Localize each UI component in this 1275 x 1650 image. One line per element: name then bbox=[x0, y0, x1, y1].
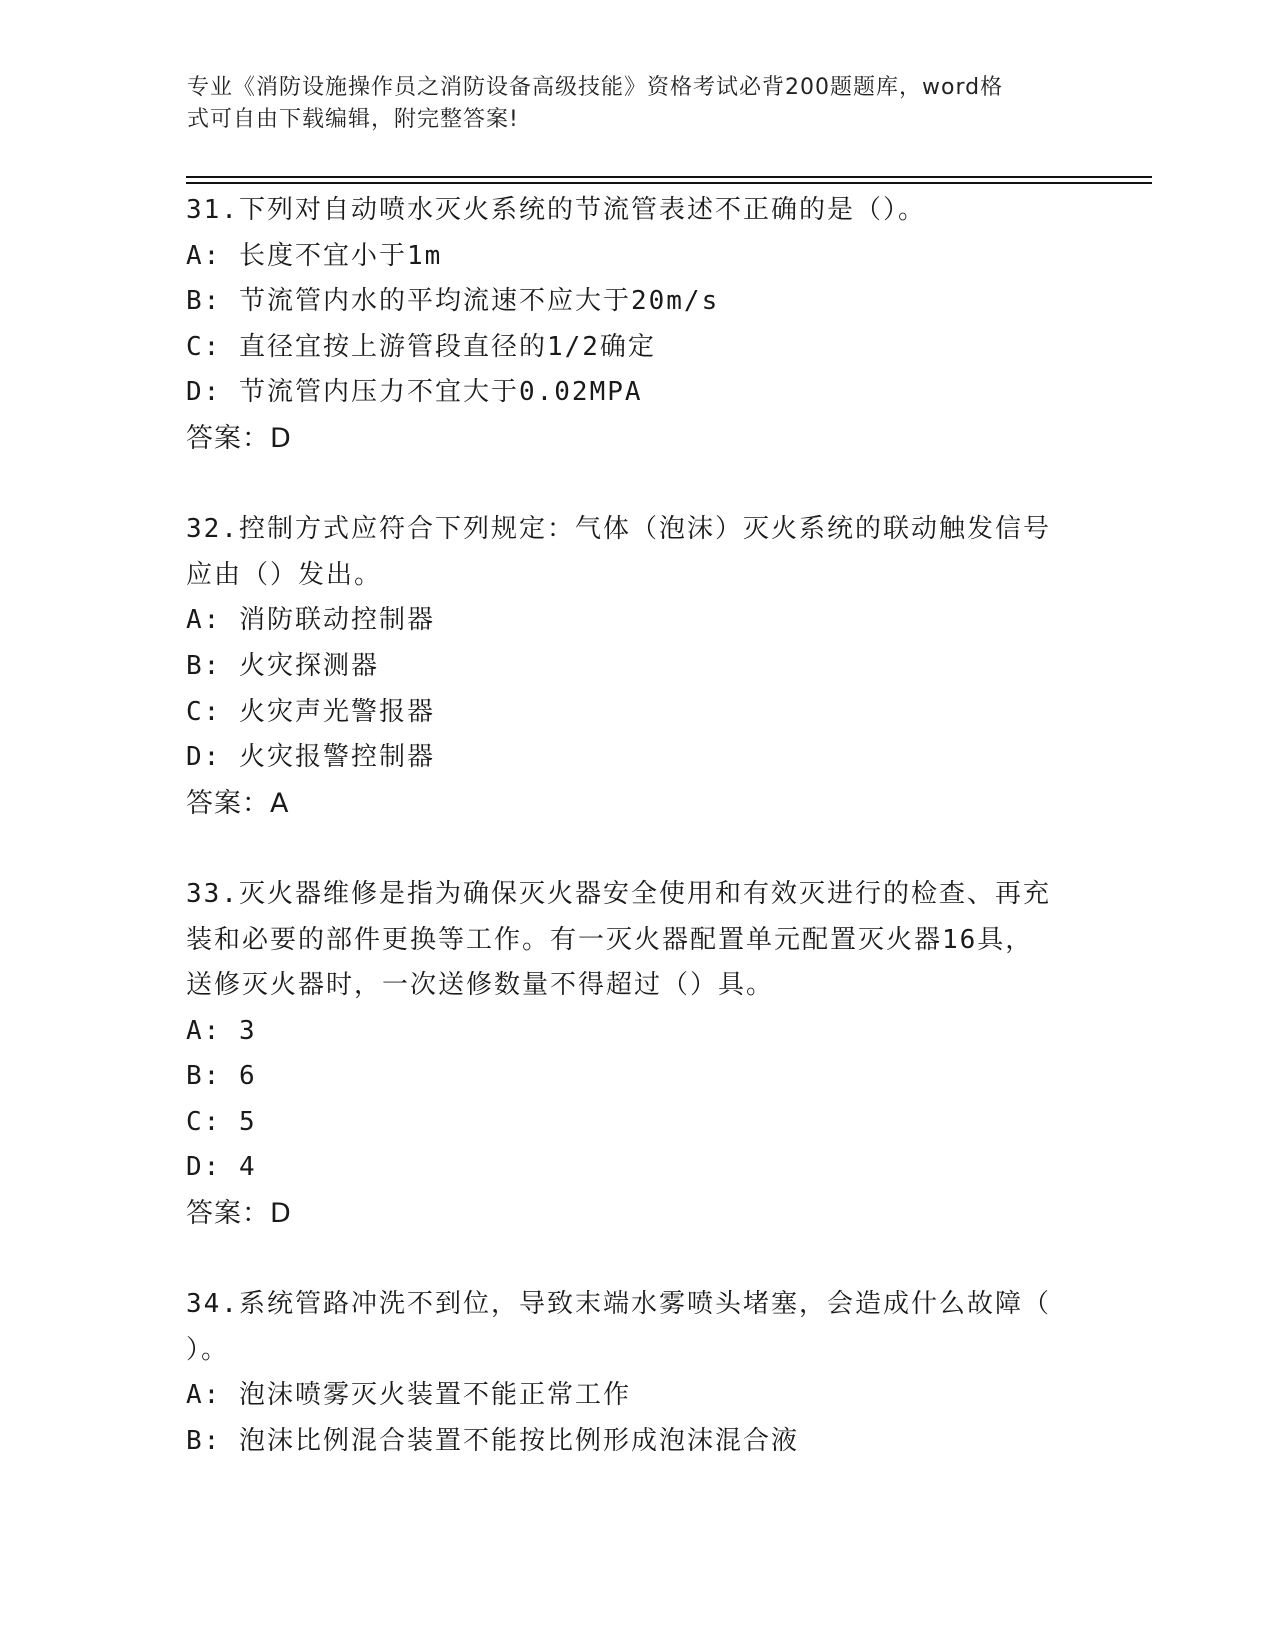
question-spacer bbox=[186, 826, 1086, 872]
option-b: B: 节流管内水的平均流速不应大于20m/s bbox=[186, 286, 720, 317]
header-line: 式可自由下载编辑，附完整答案! bbox=[187, 107, 519, 132]
question-stem: 32.控制方式应符合下列规定：气体（泡沫）灭火系统的联动触发信号 bbox=[186, 514, 1051, 545]
option-b: B: 泡沫比例混合装置不能按比例形成泡沫混合液 bbox=[186, 1426, 799, 1457]
header-line: 专业《消防设施操作员之消防设备高级技能》资格考试必背200题题库，word格 bbox=[187, 75, 1004, 100]
question-spacer bbox=[186, 1237, 1086, 1283]
answer: 答案：D bbox=[186, 1198, 292, 1230]
header-divider bbox=[186, 176, 1152, 178]
question-32 bbox=[186, 507, 1086, 826]
question-stem: 应由（）发出。 bbox=[186, 559, 383, 590]
answer: 答案：A bbox=[186, 787, 290, 819]
question-stem: 装和必要的部件更换等工作。有一灭火器配置单元配置灭火器16具， bbox=[186, 924, 1034, 955]
option-a: A: 长度不宜小于1m bbox=[186, 240, 443, 271]
question-stem: 33.灭火器维修是指为确保灭火器安全使用和有效灭进行的检查、再充 bbox=[186, 878, 1051, 909]
question-list bbox=[186, 188, 1086, 1465]
option-c: C: 5 bbox=[186, 1106, 257, 1137]
option-b: B: 火灾探测器 bbox=[186, 650, 379, 681]
answer: 答案：D bbox=[186, 422, 292, 454]
option-d: D: 节流管内压力不宜大于0.02MPA bbox=[186, 377, 643, 408]
document-header bbox=[187, 72, 1067, 136]
question-34 bbox=[186, 1282, 1086, 1464]
question-stem: ）。 bbox=[186, 1334, 230, 1365]
question-stem: 34.系统管路冲洗不到位，导致末端水雾喷头堵塞，会造成什么故障（ bbox=[186, 1289, 1051, 1320]
option-a: A: 消防联动控制器 bbox=[186, 605, 435, 636]
option-b: B: 6 bbox=[186, 1061, 257, 1092]
option-a: A: 3 bbox=[186, 1015, 257, 1046]
question-stem: 31.下列对自动喷水灭火系统的节流管表述不正确的是（）。 bbox=[186, 195, 926, 225]
option-d: D: 4 bbox=[186, 1152, 257, 1183]
option-d: D: 火灾报警控制器 bbox=[186, 742, 435, 773]
question-33 bbox=[186, 872, 1086, 1237]
option-c: C: 直径宜按上游管段直径的1/2确定 bbox=[186, 331, 656, 362]
question-stem: 送修灭火器时，一次送修数量不得超过（）具。 bbox=[186, 970, 775, 1001]
option-c: C: 火灾声光警报器 bbox=[186, 696, 435, 727]
question-spacer bbox=[186, 462, 1086, 508]
header-divider bbox=[186, 182, 1152, 184]
question-31 bbox=[186, 188, 1086, 462]
option-a: A: 泡沫喷雾灭火装置不能正常工作 bbox=[186, 1380, 631, 1411]
